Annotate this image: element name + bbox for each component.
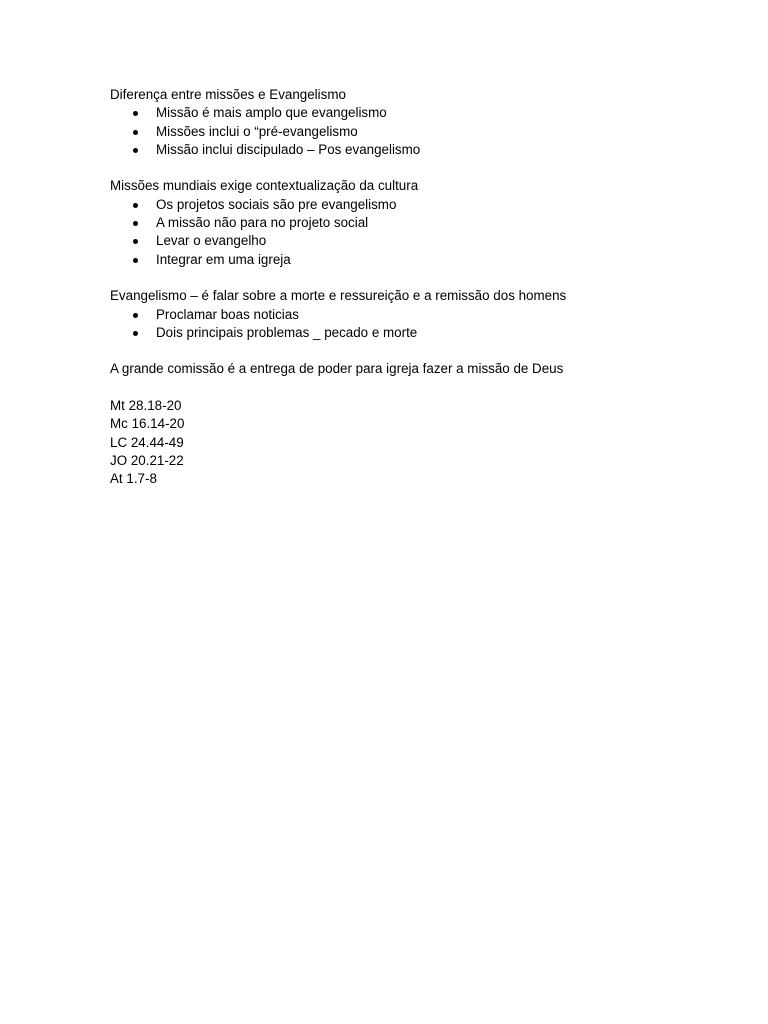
bullet-icon: [133, 258, 138, 263]
bullet-icon: [133, 203, 138, 208]
bullet-icon: [133, 148, 138, 153]
bullet-text: Missões inclui o “pré-evangelismo: [156, 123, 358, 139]
bullet-item: [110, 214, 710, 232]
bullet-item: [110, 141, 710, 159]
bullet-icon: [133, 111, 138, 116]
bullet-item: [110, 196, 710, 214]
section-heading: Evangelismo – é falar sobre a morte e ressureição e a remissão dos homens: [110, 288, 567, 304]
section-evangelism: [110, 287, 710, 342]
section-world-missions: [110, 177, 710, 268]
bullet-text: Missão é mais amplo que evangelismo: [156, 105, 387, 121]
section-heading: Diferença entre missões e Evangelismo: [110, 87, 346, 102]
bullet-icon: [133, 130, 138, 135]
bullet-icon: [133, 331, 138, 336]
bullet-text: A missão não para no projeto social: [156, 215, 369, 231]
bullet-item: [110, 123, 710, 141]
bullet-text: Integrar em uma igreja: [156, 251, 291, 267]
bullet-text: Proclamar boas noticias: [156, 306, 299, 322]
bullet-text: Os projetos sociais são pre evangelismo: [156, 196, 397, 212]
bullet-item: [110, 324, 710, 342]
reference-line: At 1.7-8: [110, 471, 157, 487]
bullet-icon: [133, 221, 138, 226]
bullet-text: Dois principais problemas _ pecado e morte: [156, 324, 418, 340]
section-missions-vs-evangelism: [110, 86, 710, 159]
bullet-text: Missão inclui discipulado – Pos evangelismo: [156, 141, 421, 157]
great-commission-statement: A grande comissão é a entrega de poder para igreja fazer a missão de Deus: [110, 361, 564, 377]
bullet-item: [110, 251, 710, 269]
bullet-item: [110, 232, 710, 250]
bullet-item: [110, 306, 710, 324]
reference-line: Mt 28.18-20: [110, 398, 182, 414]
bullet-icon: [133, 239, 138, 244]
reference-line: JO 20.21-22: [110, 452, 184, 468]
document-body: [110, 86, 710, 489]
reference-line: LC 24.44-49: [110, 434, 184, 450]
statement-paragraph: [110, 360, 710, 378]
bullet-icon: [133, 313, 138, 318]
scripture-references: [110, 397, 710, 488]
bullet-list: [110, 306, 710, 343]
section-heading: Missões mundiais exige contextualização da cultura: [110, 178, 419, 194]
bullet-text: Levar o evangelho: [156, 233, 267, 249]
bullet-list: [110, 104, 710, 159]
bullet-item: [110, 104, 710, 122]
bullet-list: [110, 196, 710, 269]
reference-line: Mc 16.14-20: [110, 416, 185, 432]
